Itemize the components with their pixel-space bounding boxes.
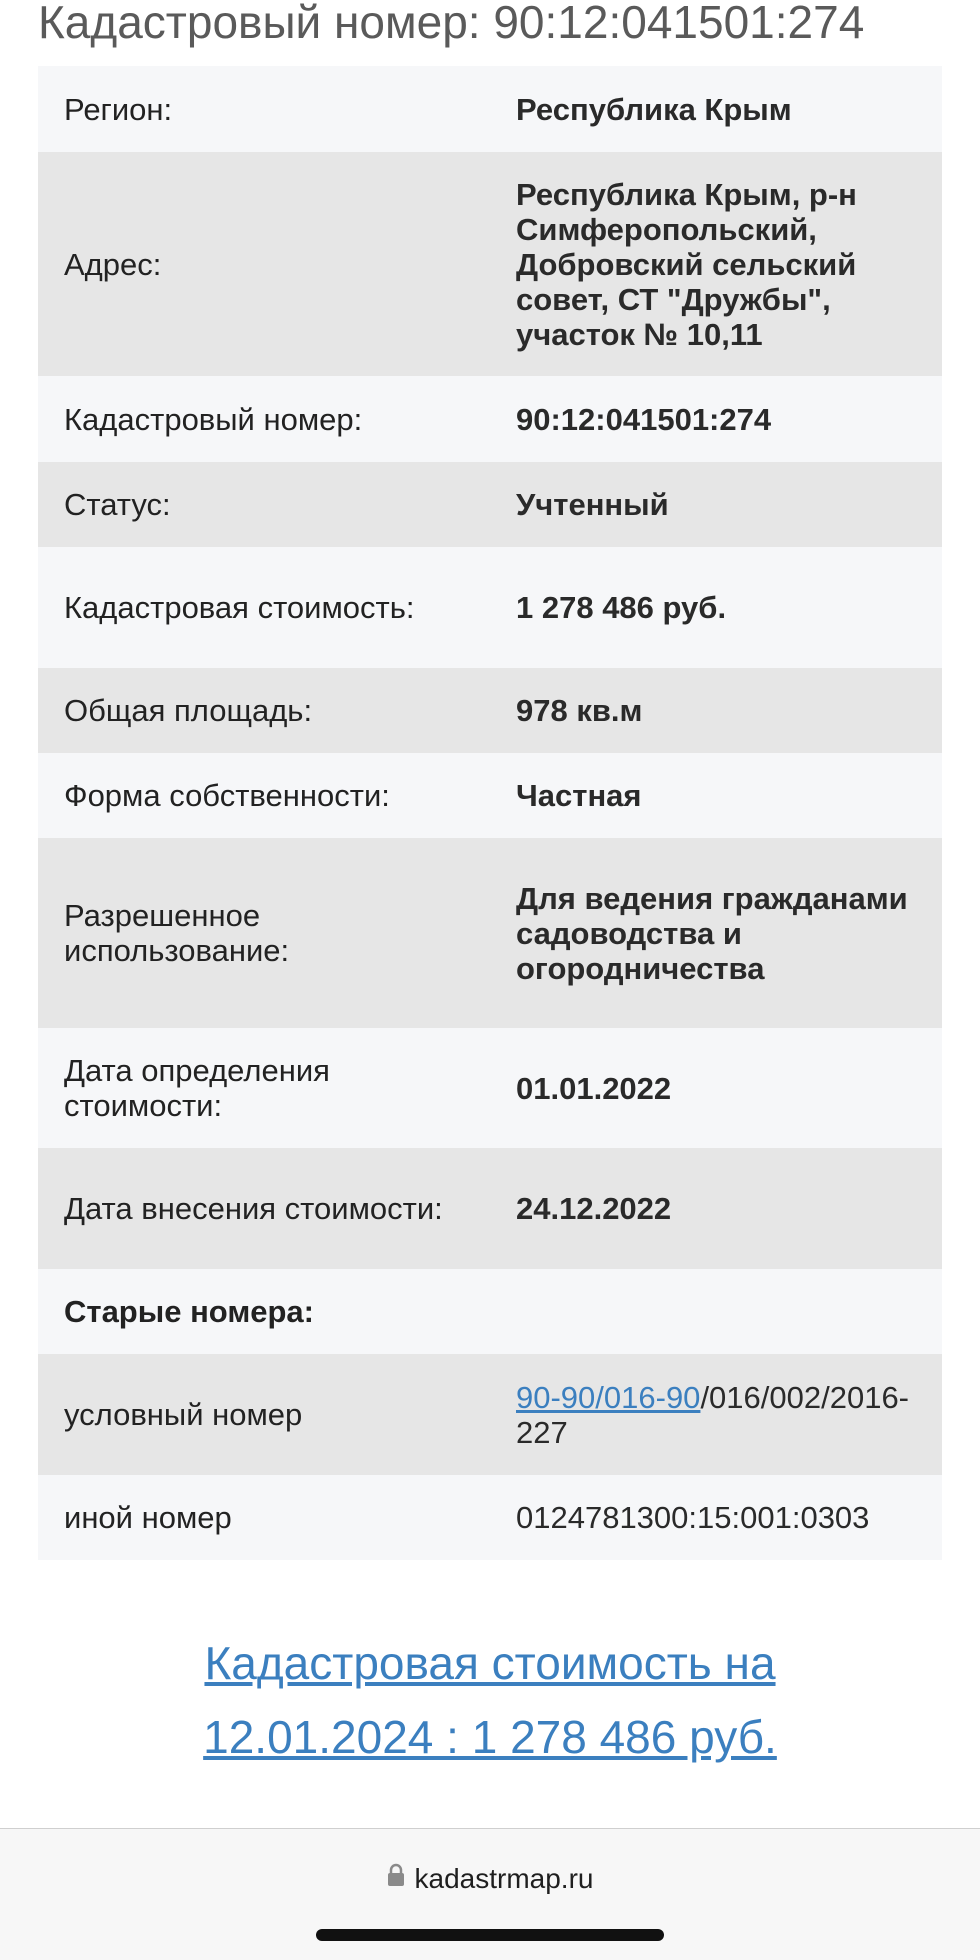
row-label: Дата определения стоимости: xyxy=(64,1053,330,1123)
row-value: Для ведения гражданами садоводства и огородничества xyxy=(516,880,908,986)
cadastral-cost-link-line2: 12.01.2024 : 1 278 486 руб. xyxy=(203,1711,777,1763)
home-indicator[interactable] xyxy=(316,1929,664,1941)
cadastral-info-table xyxy=(38,66,942,1560)
row-other-number xyxy=(38,1475,942,1560)
row-label: условный номер xyxy=(64,1397,303,1432)
address-bar[interactable] xyxy=(0,1863,980,1897)
row-value: Республика Крым xyxy=(516,91,792,127)
row-cadastral-cost xyxy=(38,547,942,668)
row-label: Форма собственности: xyxy=(64,778,390,813)
row-value: 978 кв.м xyxy=(516,693,643,728)
row-value xyxy=(490,1354,942,1475)
row-region xyxy=(38,66,942,152)
row-value: Республика Крым, р-н Симферопольский, Добровский сельский совет, СТ "Дружбы", участок № 10,11 xyxy=(516,176,857,352)
cadastral-cost-link[interactable] xyxy=(203,1637,777,1763)
url-text: kadastrmap.ru xyxy=(414,1863,594,1894)
row-address xyxy=(38,152,942,376)
row-label: Кадастровая стоимость: xyxy=(64,590,415,625)
row-status xyxy=(38,462,942,547)
row-total-area xyxy=(38,668,942,753)
empty-cell xyxy=(490,1269,942,1354)
old-numbers-title: Старые номера: xyxy=(64,1294,314,1329)
page-title: Кадастровый номер: 90:12:041501:274 xyxy=(38,0,865,48)
row-label: Регион: xyxy=(64,91,173,127)
browser-bottom-bar xyxy=(0,1828,980,1960)
row-value: 90:12:041501:274 xyxy=(516,401,772,437)
row-cadastral-number xyxy=(38,376,942,462)
row-value: Учтенный xyxy=(516,487,669,522)
cadastral-cost-link-block xyxy=(0,1626,980,1774)
row-conditional-number xyxy=(38,1354,942,1475)
row-label: Статус: xyxy=(64,487,171,522)
old-numbers-header-row xyxy=(38,1269,942,1354)
row-value: 01.01.2022 xyxy=(516,1070,672,1106)
row-label: Разрешенное использование: xyxy=(64,898,290,968)
row-permitted-use xyxy=(38,838,942,1028)
row-label: Дата внесения стоимости: xyxy=(64,1191,443,1226)
row-label: Общая площадь: xyxy=(64,693,313,728)
row-cost-determination-date xyxy=(38,1028,942,1148)
row-value: Частная xyxy=(516,778,642,813)
conditional-number-rest: /016/002/2016-227 xyxy=(516,1379,910,1450)
row-value: 0124781300:15:001:0303 xyxy=(516,1500,870,1535)
row-label: Адрес: xyxy=(64,246,162,282)
row-value: 1 278 486 руб. xyxy=(516,590,727,625)
row-label: Кадастровый номер: xyxy=(64,401,363,437)
row-cost-entry-date xyxy=(38,1148,942,1269)
row-ownership-form xyxy=(38,753,942,838)
row-value: 24.12.2022 xyxy=(516,1191,672,1226)
conditional-number-link[interactable]: 90-90/016-90 xyxy=(516,1379,701,1415)
row-label: иной номер xyxy=(64,1500,232,1535)
lock-icon xyxy=(387,1862,405,1894)
cadastral-cost-link-line1: Кадастровая стоимость на xyxy=(204,1637,776,1689)
